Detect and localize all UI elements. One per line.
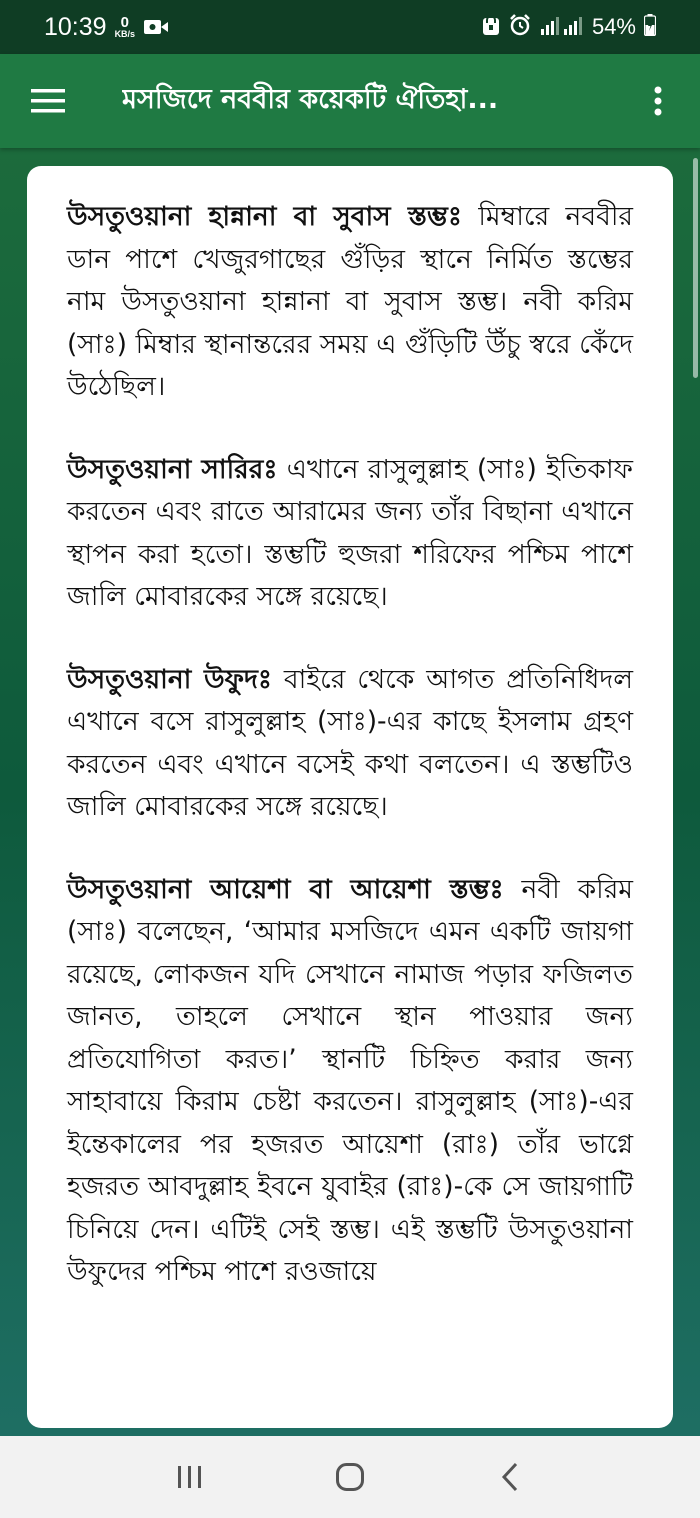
home-button[interactable] <box>320 1447 380 1507</box>
more-vert-icon <box>654 86 662 116</box>
paragraph-body: নবী করিম (সাঃ) বলেছেন, ‘আমার মসজিদে এমন একটি জায়গা রয়েছে, লোকজন যদি সেখানে নামাজ পড়ার ফজিলত জানত, তাহলে সেখানে স্থান পাওয়ার জন্য প্রতিযোগিতা করত।’ স্থানটি চিহ্নিত করার জন্য সাহাবায়ে কিরাম চেষ্টা করতেন। রাসুলুল্লাহ (সাঃ)-এর ইন্তেকালের পর হজরত আয়েশা (রাঃ) তাঁর ভাগ্নে হজরত আবদুল্লাহ ইবনে যুবাইর (রাঃ)-কে সে জায়গাটি চিনিয়ে দেন। এটিই সেই স্তম্ভ। এই স্তম্ভটি উসতুওয়ানা উফুদের পশ্চিম পাশে রওজায়ে <box>67 873 633 1287</box>
article-card <box>27 166 673 1428</box>
paragraph-body: এখানে রাসুলুল্লাহ (সাঃ) ইতিকাফ করতেন এবং রাতে আরামের জন্য তাঁর বিছানা এখানে স্থাপন করা হতো। স্তম্ভটি হুজরা শরিফের পশ্চিম পাশে জালি মোবারকের সঙ্গে রয়েছে। <box>67 453 633 612</box>
paragraph-body: বাইরে থেকে আগত প্রতিনিধিদল এখানে বসে রাসুলুল্লাহ (সাঃ)-এর কাছে ইসলাম গ্রহণ করতেন এবং এখানে বসেই কথা বলতেন। এ স্তম্ভটিও জালি মোবারকের সঙ্গে রয়েছে। <box>67 663 633 822</box>
battery-icon <box>644 14 656 41</box>
battery-percent: 54% <box>591 14 636 39</box>
status-icons <box>482 13 656 42</box>
paragraph-heading: উসতুওয়ানা উফুদঃ <box>67 663 273 695</box>
content-area[interactable] <box>0 148 700 1436</box>
home-icon <box>335 1462 365 1492</box>
net-speed-indicator <box>115 15 136 39</box>
back-button[interactable] <box>480 1447 540 1507</box>
paragraph-body: মিম্বারে নববীর ডান পাশে খেজুরগাছের গুঁড়ির স্থানে নির্মিত স্তম্ভের নাম উসতুওয়ানা হান্নানা বা সুবাস স্তম্ভ। নবী করিম (সাঃ) মিম্বার স্থানান্তরের সময় এ গুঁড়িটি উঁচু স্বরে কেঁদে উঠেছিল। <box>67 201 633 402</box>
video-call-icon <box>143 18 169 36</box>
back-icon <box>501 1462 519 1492</box>
paragraph-heading: উসতুওয়ানা সারিরঃ <box>67 453 278 485</box>
page-title: মসজিদে নববীর কয়েকটি ঐতিহা... <box>122 83 499 115</box>
article-paragraph <box>67 449 633 619</box>
net-speed-unit: KB/s <box>114 29 136 39</box>
paragraph-heading: উসতুওয়ানা হান্নানা বা সুবাস স্তম্ভঃ <box>67 201 462 232</box>
scrollbar[interactable] <box>693 158 698 378</box>
overflow-menu-button[interactable] <box>638 69 678 133</box>
status-time: 10:39 <box>44 12 107 41</box>
recents-button[interactable] <box>160 1447 220 1507</box>
article-paragraph <box>67 869 633 1294</box>
recents-icon <box>176 1464 204 1490</box>
app-bar <box>0 54 700 148</box>
article-paragraph <box>67 196 633 409</box>
paragraph-heading: উসতুওয়ানা আয়েশা বা আয়েশা স্তম্ভঃ <box>67 873 504 905</box>
lock-icon <box>482 14 500 41</box>
article-paragraph <box>67 659 633 829</box>
menu-icon <box>31 89 65 113</box>
status-bar <box>0 0 700 54</box>
system-nav-bar <box>0 1436 700 1518</box>
net-speed-value: 0 <box>120 14 129 31</box>
menu-button[interactable] <box>16 69 80 133</box>
signal-icon <box>540 14 584 41</box>
alarm-icon <box>508 13 532 42</box>
